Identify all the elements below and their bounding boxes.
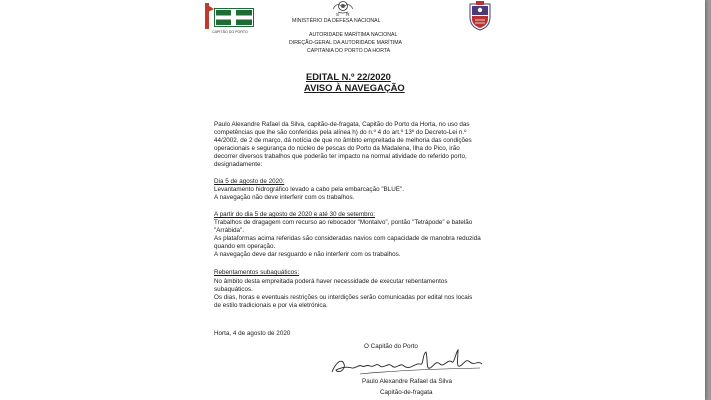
notice-title: AVISO À NAVEGAÇÃO [304, 82, 405, 93]
section-line: Levantamento hidrográfico levado a cabo pela embarcação "BLUE". [214, 186, 404, 193]
place-date: Horta, 4 de agosto de 2020 [214, 330, 291, 337]
intro-line: decorrer diversos trabalhos que poderão ter impacto na normal atividade do referido porto, [214, 153, 467, 160]
intro-line: designadamente: [214, 161, 263, 168]
intro-line: Paulo Alexandre Rafael da Silva, capitão-de-fragata, Capitão do Porto da Horta, no uso das [214, 121, 470, 128]
section-line: subaquáticos. [214, 286, 253, 293]
section-line: No âmbito desta empreitada poderá haver necessidade de executar rebentamentos [214, 278, 448, 285]
section-line: quando em operação. [214, 243, 276, 250]
captain-flag-icon [205, 3, 255, 29]
intro-line: operacionais e segurança do núcleo de pescas do Porto da Madalena, Ilha do Pico, irão [214, 145, 460, 152]
section-line: As plataformas acima referidas são consideradas navios com capacidade de manobra reduzida [214, 235, 481, 242]
section-line: A navegação não deve interferir com os trabalhos. [214, 194, 355, 201]
section-line: Trabalhos de dragagem com recurso ao rebocador "Montalvo", pontão "Tetrápode" e batelão [214, 219, 473, 226]
section-heading: Rebentamentos subaquáticos: [214, 269, 300, 276]
captaincy-heading: CAPITANIA DO PORTO DA HORTA [307, 48, 391, 54]
flag-caption: CAPITÃO DO PORTO [212, 30, 248, 34]
intro-line: competências que lhe são conferidas pela alínea h) do n.º 4 do art.º 13º do Decreto-Lei n.º [214, 129, 467, 136]
authority-heading: AUTORIDADE MARÍTIMA NACIONAL [309, 32, 398, 38]
ministry-heading: MINISTÉRIO DA DEFESA NACIONAL [292, 18, 381, 24]
signatory-rank: Capitão-de-fragata [380, 389, 433, 396]
edital-number: EDITAL N.º 22/2020 [306, 71, 391, 82]
section-line: Os dias, horas e eventuais restrições ou interdições serão comunicadas por edital nos locais [214, 294, 473, 301]
section-heading: A partir do dia 5 de agosto de 2020 e até 30 de setembro: [214, 211, 376, 218]
signatory-role: O Capitão do Porto [364, 343, 418, 350]
section-line: A navegação deve dar resguardo e não interferir com os trabalhos. [214, 251, 401, 258]
directorate-heading: DIREÇÃO-GERAL DA AUTORIDADE MARÍTIMA [289, 40, 402, 46]
captaincy-shield-icon [467, 0, 493, 31]
section-line: "Arrábida". [214, 227, 245, 234]
section-line: de estilo tradicionais e por via eletrónica. [214, 302, 328, 309]
signatory-name: Paulo Alexandre Rafael da Silva [362, 378, 452, 385]
section-heading: Dia 5 de agosto de 2020: [214, 178, 285, 185]
crest-letters: S R [336, 12, 353, 17]
intro-line: 44/2002, de 2 de março, dá notícia de que no âmbito empreitada de melhoria das condições [214, 137, 472, 144]
